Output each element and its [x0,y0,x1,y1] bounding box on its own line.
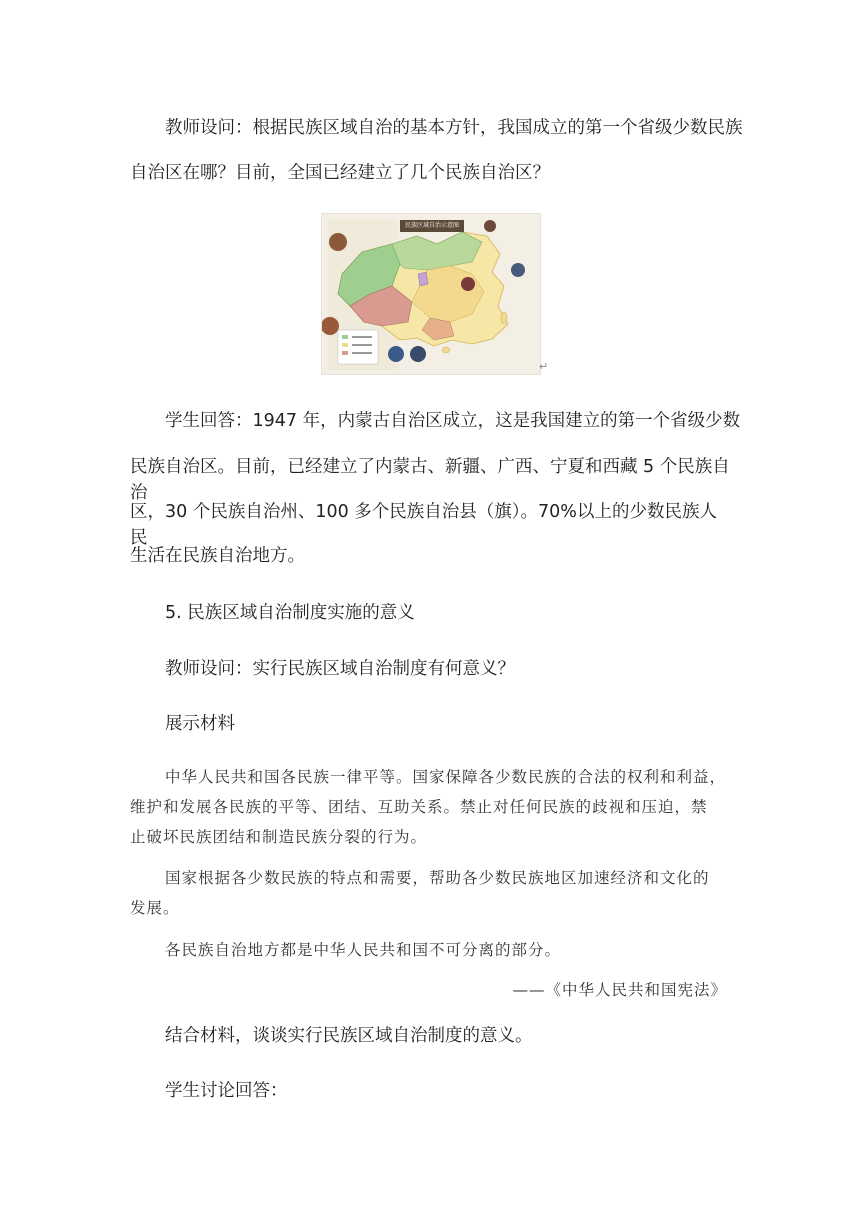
section-heading-5: 5. 民族区域自治制度实施的意义 [165,603,415,623]
quote-1-line1: 中华人民共和国各民族一律平等。国家保障各少数民族的合法的权利和利益， [165,768,727,786]
student-discussion-label: 学生讨论回答： [165,1081,288,1101]
quote-source: ——《中华人民共和国宪法》 [512,981,727,999]
discussion-prompt: 结合材料，谈谈实行民族区域自治制度的意义。 [165,1026,533,1046]
student-answer-line1: 学生回答：1947 年，内蒙古自治区成立，这是我国建立的第一个省级少数 [165,411,741,431]
quote-1-line2: 维护和发展各民族的平等、团结、互助关系。禁止对任何民族的歧视和压迫，禁 [130,798,708,816]
map-title: 民族区域自治示意图 [404,222,459,229]
quote-3: 各民族自治地方都是中华人民共和国不可分离的部分。 [165,941,562,959]
student-answer-line4: 生活在民族自治地方。 [130,546,305,566]
teacher-question-2: 教师设问：实行民族区域自治制度有何意义？ [165,659,515,679]
ethnic-autonomy-map-image [321,213,541,375]
paragraph-mark-icon: ↵ [539,360,549,373]
show-material-label: 展示材料 [165,714,235,734]
quote-1-line3: 止破坏民族团结和制造民族分裂的行为。 [130,828,428,846]
teacher-question-line1: 教师设问：根据民族区域自治的基本方针，我国成立的第一个省级少数民族 [165,118,743,138]
quote-2-line2: 发展。 [130,899,180,917]
quote-2-line1: 国家根据各少数民族的特点和需要，帮助各少数民族地区加速经济和文化的 [165,869,710,887]
student-answer-line2: 民族自治区。目前，已经建立了内蒙古、新疆、广西、宁夏和西藏 5 个民族自治 [130,457,730,503]
map-illustration [322,214,540,374]
student-answer-line3: 区，30 个民族自治州、100 多个民族自治县（旗）。70%以上的少数民族人民 [130,502,717,548]
teacher-question-line2: 自治区在哪？目前，全国已经建立了几个民族自治区？ [130,163,550,183]
